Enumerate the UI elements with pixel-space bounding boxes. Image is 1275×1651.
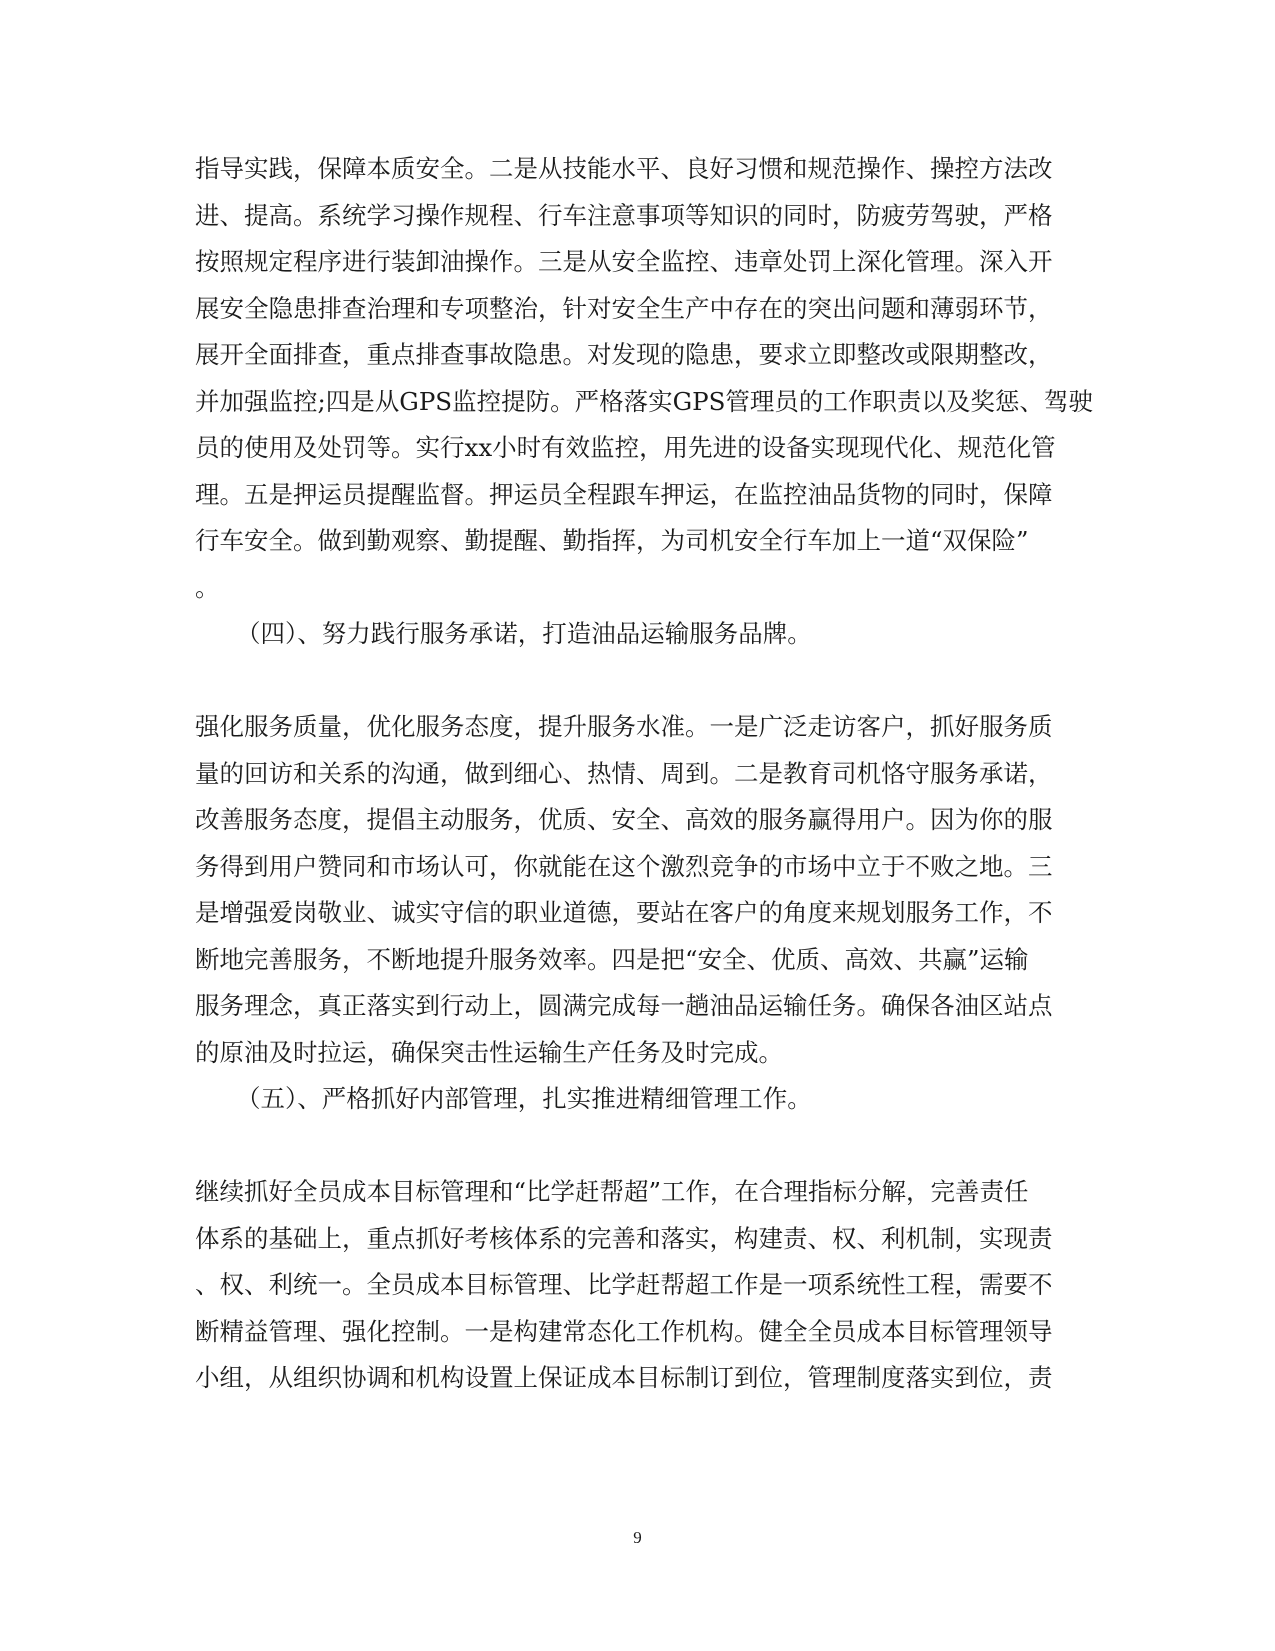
body-line: 按照规定程序进行装卸油操作。三是从安全监控、违章处罚上深化管理。深入开: [195, 247, 1053, 276]
body-line: 。: [195, 573, 220, 602]
body-line: 小组，从组织协调和机构设置上保证成本目标制订到位，管理制度落实到位，责: [195, 1363, 1053, 1392]
body-line: 进、提高。系统学习操作规程、行车注意事项等知识的同时，防疲劳驾驶，严格: [195, 201, 1053, 230]
body-line: 服务理念，真正落实到行动上，圆满完成每一趟油品运输任务。确保各油区站点: [195, 991, 1053, 1020]
body-line: 指导实践，保障本质安全。二是从技能水平、良好习惯和规范操作、操控方法改: [195, 154, 1053, 183]
section-heading-4: （四）、努力践行服务承诺，打造油品运输服务品牌。: [236, 619, 812, 648]
body-line: 展开全面排查，重点排查事故隐患。对发现的隐患，要求立即整改或限期整改，: [195, 340, 1053, 369]
section-heading-5: （五）、严格抓好内部管理，扎实推进精细管理工作。: [236, 1084, 812, 1113]
body-line: 员的使用及处罚等。实行xx小时有效监控，用先进的设备实现现代化、规范化管: [195, 433, 1056, 462]
body-line: 、权、利统一。全员成本目标管理、比学赶帮超工作是一项系统性工程，需要不: [195, 1270, 1053, 1299]
body-line: 量的回访和关系的沟通，做到细心、热情、周到。二是教育司机恪守服务承诺，: [195, 759, 1053, 788]
body-line: 断精益管理、强化控制。一是构建常态化工作机构。健全全员成本目标管理领导: [195, 1317, 1053, 1346]
body-line: 并加强监控;四是从GPS监控提防。严格落实GPS管理员的工作职责以及奖惩、驾驶: [195, 387, 1093, 416]
page-number: 9: [633, 1528, 642, 1547]
body-line: 的原油及时拉运，确保突击性运输生产任务及时完成。: [195, 1038, 783, 1067]
body-line: 继续抓好全员成本目标管理和“比学赶帮超”工作，在合理指标分解，完善责任: [195, 1177, 1029, 1206]
body-line: 务得到用户赞同和市场认可，你就能在这个激烈竞争的市场中立于不败之地。三: [195, 852, 1053, 881]
body-line: 展安全隐患排查治理和专项整治，针对安全生产中存在的突出问题和薄弱环节，: [195, 294, 1053, 323]
body-line: 理。五是押运员提醒监督。押运员全程跟车押运，在监控油品货物的同时，保障: [195, 480, 1053, 509]
body-line: 行车安全。做到勤观察、勤提醒、勤指挥，为司机安全行车加上一道“双保险”: [195, 526, 1029, 555]
body-line: 是增强爱岗敬业、诚实守信的职业道德，要站在客户的角度来规划服务工作，不: [195, 898, 1053, 927]
body-line: 体系的基础上，重点抓好考核体系的完善和落实，构建责、权、利机制，实现责: [195, 1224, 1053, 1253]
body-line: 断地完善服务，不断地提升服务效率。四是把“安全、优质、高效、共赢”运输: [195, 945, 1029, 974]
body-line: 改善服务态度，提倡主动服务，优质、安全、高效的服务赢得用户。因为你的服: [195, 805, 1053, 834]
body-line: 强化服务质量，优化服务态度，提升服务水准。一是广泛走访客户，抓好服务质: [195, 712, 1053, 741]
